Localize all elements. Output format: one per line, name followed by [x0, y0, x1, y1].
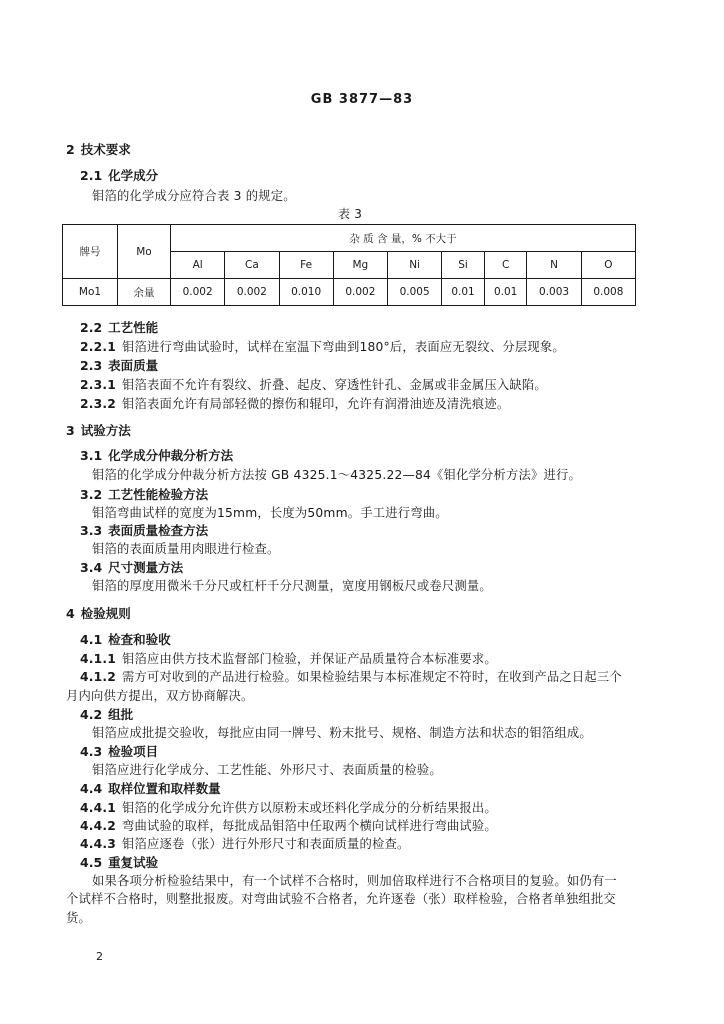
section-3-4-text: 钼箔的厚度用微米千分尺或杠杆千分尺测量，宽度用钢板尺或卷尺测量。 [92, 579, 492, 593]
table-head-impurity: 杂 质 含 量，% 不大于 [171, 225, 636, 252]
section-3-4-title: 3.4 尺寸测量方法 [80, 560, 184, 575]
section-3-title: 3 试验方法 [66, 423, 131, 438]
table-caption: 表 3 [338, 207, 363, 221]
section-2-1-text: 钼箔的化学成分应符合表 3 的规定。 [92, 189, 296, 203]
section-4-5-text-3: 货。 [66, 911, 91, 925]
section-4-1-1: 4.1.1 钼箔应由供方技术监督部门检验，并保证产品质量符合本标准要求。 [80, 652, 497, 666]
cell-value: 0.005 [388, 279, 442, 306]
section-2-3-title: 2.3 表面质量 [80, 358, 159, 373]
element-o: O [581, 252, 635, 279]
cell-mo: 余量 [118, 279, 171, 306]
section-2-3-1: 2.3.1 钼箔表面不允许有裂纹、折叠、起皮、穿透性针孔、金属或非金属压入缺陷。 [80, 378, 547, 392]
cell-value: 0.008 [581, 279, 635, 306]
element-al: Al [171, 252, 225, 279]
table-head-mo: Mo [118, 225, 171, 279]
element-c: C [484, 252, 527, 279]
table-head-grade: 牌号 [63, 225, 118, 279]
section-number: 2 [66, 142, 75, 157]
page-number: 2 [96, 950, 103, 963]
section-4-3-title: 4.3 检验项目 [80, 744, 159, 759]
section-2-title [66, 140, 131, 158]
section-4-1-2: 4.1.2 需方可对收到的产品进行检验。如果检验结果与本标准规定不符时，在收到产品之日起三个 [80, 670, 622, 684]
section-4-2-text: 钼箔应成批提交验收，每批应由同一牌号、粉末批号、规格、制造方法和状态的钼箔组成。 [92, 726, 592, 740]
section-4-title: 4 检验规则 [66, 606, 131, 621]
element-mg: Mg [333, 252, 387, 279]
element-ni: Ni [388, 252, 442, 279]
section-2-1-title: 2.1 化学成分 [80, 168, 159, 183]
element-n: N [527, 252, 581, 279]
section-4-5-text-2: 个试样不合格时，则整批报废。对弯曲试验不合格者，允许逐卷（张）取样检验，合格者单独组批交 [66, 892, 616, 906]
section-4-3-text: 钼箔应进行化学成分、工艺性能、外形尺寸、表面质量的检验。 [92, 763, 442, 777]
element-fe: Fe [279, 252, 333, 279]
section-2-2-1: 2.2.1 钼箔进行弯曲试验时，试样在室温下弯曲到180°后，表面应无裂纹、分层现象。 [80, 340, 565, 354]
cell-value: 0.002 [333, 279, 387, 306]
section-4-2-title: 4.2 组批 [80, 707, 134, 722]
section-3-2-title: 3.2 工艺性能检验方法 [80, 487, 209, 502]
cell-value: 0.002 [225, 279, 279, 306]
cell-value: 0.01 [442, 279, 485, 306]
section-4-4-1: 4.4.1 钼箔的化学成分允许供方以原粉末或坯料化学成分的分析结果报出。 [80, 801, 497, 815]
cell-value: 0.010 [279, 279, 333, 306]
section-4-4-title: 4.4 取样位置和取样数量 [80, 781, 221, 796]
element-ca: Ca [225, 252, 279, 279]
section-3-2-text: 钼箔弯曲试样的宽度为15mm，长度为50mm。手工进行弯曲。 [92, 506, 448, 520]
section-4-4-2: 4.4.2 弯曲试验的取样，每批成品钼箔中任取两个横向试样进行弯曲试验。 [80, 819, 497, 833]
section-3-3-title: 3.3 表面质量检查方法 [80, 523, 209, 538]
cell-grade: Mo1 [63, 279, 118, 306]
section-3-1-text: 钼箔的化学成分仲裁分析方法按 GB 4325.1～4325.22—84《钼化学分析方法》进行。 [92, 468, 582, 482]
cell-value: 0.01 [484, 279, 527, 306]
cell-value: 0.002 [171, 279, 225, 306]
section-heading: 技术要求 [80, 142, 131, 157]
section-4-4-3: 4.4.3 钼箔应逐卷（张）进行外形尺寸和表面质量的检查。 [80, 837, 410, 851]
element-si: Si [442, 252, 485, 279]
section-4-1-2-cont: 月内向供方提出，双方协商解决。 [66, 689, 254, 703]
table-3 [62, 224, 636, 306]
section-3-3-text: 钼箔的表面质量用肉眼进行检查。 [92, 542, 280, 556]
cell-value: 0.003 [527, 279, 581, 306]
table-row [63, 279, 636, 306]
section-4-5-text-1: 如果各项分析检验结果中，有一个试样不合格时，则加倍取样进行不合格项目的复验。如仍有一 [92, 874, 617, 888]
section-3-1-title: 3.1 化学成分仲裁分析方法 [80, 448, 234, 463]
header-title: GB 3877—83 [310, 92, 414, 107]
section-4-1-title: 4.1 检查和验收 [80, 632, 171, 647]
section-2-3-2: 2.3.2 钼箔表面允许有局部轻微的擦伤和辊印，允许有润滑油迹及清洗痕迹。 [80, 397, 510, 411]
section-4-5-title: 4.5 重复试验 [80, 855, 159, 870]
section-2-2-title: 2.2 工艺性能 [80, 320, 159, 335]
